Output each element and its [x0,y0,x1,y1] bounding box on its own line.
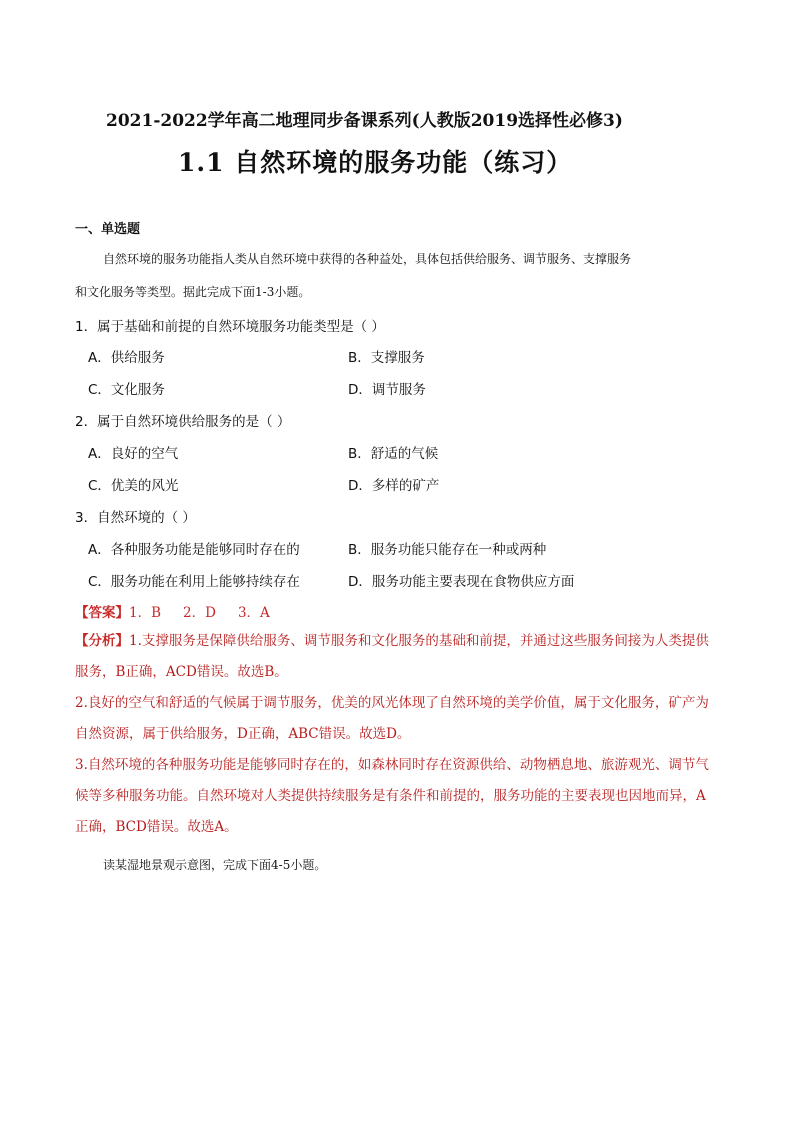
reading-prompt: 读某湿地景观示意图，完成下面4-5小题。 [103,858,327,872]
question-3-option-c: C．服务功能在利用上能够持续存在 [88,574,300,590]
answer-line [75,601,292,621]
analysis-line-5: 3.自然环境的各种服务功能是能够同时存在的，如森林同时存在资源供给、动物栖息地、旅游观光、调节气 [75,757,709,773]
answer-item-2: 2．D [183,605,216,621]
question-2-option-b: B．舒适的气候 [348,446,439,462]
analysis-block [75,626,725,843]
series-header: 2021-2022学年高二地理同步备课系列(人教版2019选择性必修3) [106,111,623,131]
question-2-option-d: D．多样的矿产 [348,478,440,494]
analysis-line-4: 自然资源，属于供给服务，D正确，ABC错误。故选D。 [75,726,411,742]
intro-line-2: 和文化服务等类型。据此完成下面1-3小题。 [75,285,311,299]
answer-tag: 【答案】 [75,605,129,621]
section-title: 一、单选题 [75,222,141,237]
question-1-option-c: C．文化服务 [88,382,165,398]
intro-line-1: 自然环境的服务功能指人类从自然环境中获得的各种益处，具体包括供给服务、调节服务、支撑服务 [103,252,632,266]
question-3-option-b: B．服务功能只能存在一种或两种 [348,542,547,558]
answer-item-3: 3．A [237,605,270,621]
question-3-stem: 3．自然环境的（ ） [75,510,196,526]
question-3-option-d: D．服务功能主要表现在食物供应方面 [348,574,575,590]
question-2-option-c: C．优美的风光 [88,478,179,494]
analysis-line-2: 服务，B正确，ACD错误。故选B。 [75,664,288,680]
question-1-stem: 1．属于基础和前提的自然环境服务功能类型是（ ） [75,319,385,335]
question-3-option-a: A．各种服务功能是能够同时存在的 [88,542,300,558]
question-2-stem: 2．属于自然环境供给服务的是（ ） [75,414,291,430]
page-title: 1.1 自然环境的服务功能（练习） [178,148,573,177]
analysis-line-3: 2.良好的空气和舒适的气候属于调节服务，优美的风光体现了自然环境的美学价值，属于文化服务，矿产为 [75,695,709,711]
analysis-text-1: 1.支撑服务是保障供给服务、调节服务和文化服务的基础和前提，并通过这些服务间接为人类提供 [129,633,709,649]
question-2-option-a: A．良好的空气 [88,446,179,462]
analysis-line-7: 正确，BCD错误。故选A。 [75,819,238,835]
analysis-tag: 【分析】 [75,633,129,649]
analysis-line-6: 候等多种服务功能。自然环境对人类提供持续服务是有条件和前提的，服务功能的主要表现也因地而异，A [75,788,706,804]
question-1-option-d: D．调节服务 [348,382,426,398]
answer-item-1: 1．B [129,605,162,621]
question-1-option-b: B．支撑服务 [348,350,425,366]
analysis-line-1 [75,626,725,657]
question-1-option-a: A．供给服务 [88,350,165,366]
